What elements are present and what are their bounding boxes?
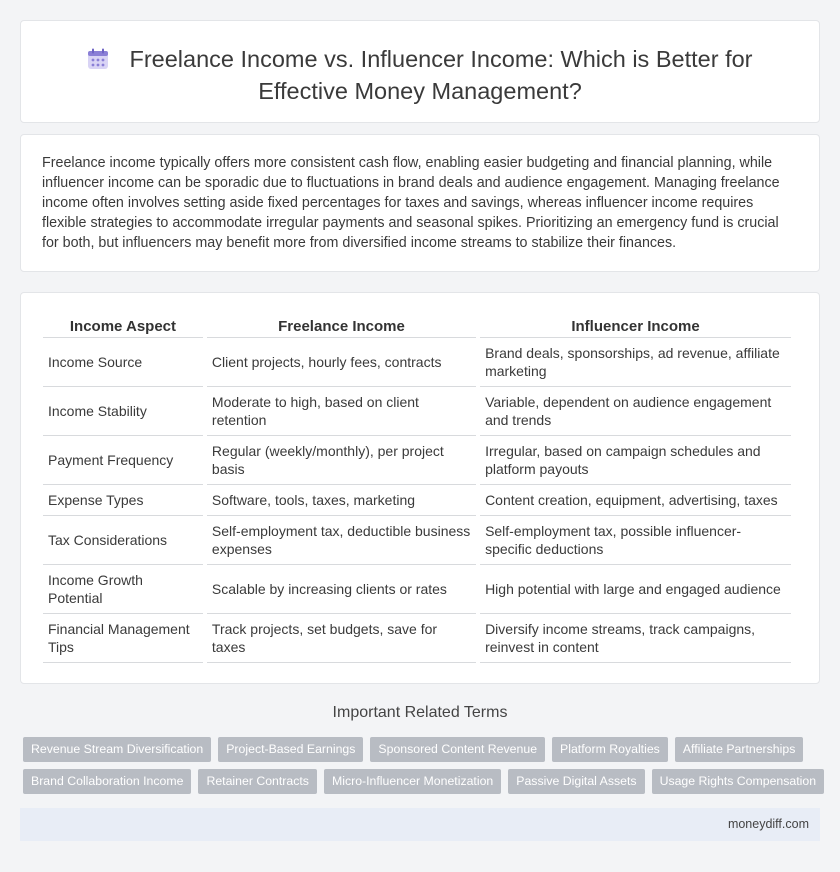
cell-freelance: Scalable by increasing clients or rates — [207, 565, 476, 614]
cell-freelance: Client projects, hourly fees, contracts — [207, 338, 476, 387]
cell-freelance: Moderate to high, based on client retention — [207, 387, 476, 436]
tag-revenue-stream-diversification[interactable]: Revenue Stream Diversification — [23, 737, 211, 762]
related-tags-row-2 — [23, 769, 823, 794]
cell-freelance: Software, tools, taxes, marketing — [207, 485, 476, 516]
cell-aspect: Income Stability — [43, 387, 203, 436]
intro-text: Freelance income typically offers more consistent cash flow, enabling easier budgeting and financial planning, while influencer income can be sporadic due to fluctuations in brand deals and audience engagement. Managing freelance income often involves setting aside fixed percentages for taxes and savings, whereas influencer income requires flexible strategies to accommodate irregular payments and seasonal spikes. Prioritizing an emergency fund is crucial for both, but influencers may benefit more from diversified income streams to stabilize their finances. — [42, 155, 780, 251]
table-row — [43, 516, 791, 565]
tag-usage-rights-compensation[interactable]: Usage Rights Compensation — [652, 769, 825, 794]
cell-aspect: Payment Frequency — [43, 436, 203, 485]
cell-influencer: High potential with large and engaged audience — [480, 565, 791, 614]
tag-micro-influencer-monetization[interactable]: Micro-Influencer Monetization — [324, 769, 501, 794]
tag-affiliate-partnerships[interactable]: Affiliate Partnerships — [675, 737, 804, 762]
related-terms-title: Important Related Terms — [332, 704, 508, 721]
footer-site-link[interactable]: moneydiff.com — [727, 817, 809, 831]
cell-aspect: Income Growth Potential — [43, 565, 203, 614]
header-card — [20, 20, 820, 123]
cell-freelance: Track projects, set budgets, save for taxes — [207, 614, 476, 663]
tag-retainer-contracts[interactable]: Retainer Contracts — [198, 769, 317, 794]
cell-influencer: Diversify income streams, track campaigns, reinvest in content — [480, 614, 791, 663]
tag-passive-digital-assets[interactable]: Passive Digital Assets — [508, 769, 644, 794]
table-row — [43, 485, 791, 516]
title-line-2: Effective Money Management? — [258, 78, 582, 104]
table-row — [43, 338, 791, 387]
page-title — [21, 43, 819, 107]
comparison-card — [20, 292, 820, 684]
cell-influencer: Content creation, equipment, advertising, taxes — [480, 485, 791, 516]
header-influencer-income: Influencer Income — [480, 311, 791, 338]
cell-aspect: Income Source — [43, 338, 203, 387]
intro-card — [20, 134, 820, 272]
calendar-icon — [87, 48, 109, 70]
tag-platform-royalties[interactable]: Platform Royalties — [552, 737, 668, 762]
table-row — [43, 614, 791, 663]
tag-sponsored-content-revenue[interactable]: Sponsored Content Revenue — [370, 737, 545, 762]
cell-aspect: Expense Types — [43, 485, 203, 516]
cell-freelance: Self-employment tax, deductible business expenses — [207, 516, 476, 565]
title-line-1: Freelance Income vs. Influencer Income: Which is Better for — [129, 46, 753, 72]
cell-influencer: Variable, dependent on audience engagement and trends — [480, 387, 791, 436]
cell-aspect: Financial Management Tips — [43, 614, 203, 663]
cell-influencer: Self-employment tax, possible influencer-specific deductions — [480, 516, 791, 565]
footer — [20, 808, 820, 841]
table-header-row — [43, 311, 791, 338]
cell-influencer: Brand deals, sponsorships, ad revenue, affiliate marketing — [480, 338, 791, 387]
cell-aspect: Tax Considerations — [43, 516, 203, 565]
tag-brand-collaboration-income[interactable]: Brand Collaboration Income — [23, 769, 191, 794]
table-row — [43, 436, 791, 485]
cell-influencer: Irregular, based on campaign schedules and platform payouts — [480, 436, 791, 485]
comparison-table — [39, 311, 795, 663]
header-freelance-income: Freelance Income — [207, 311, 476, 338]
header-income-aspect: Income Aspect — [43, 311, 203, 338]
table-row — [43, 387, 791, 436]
related-tags-row-1 — [23, 737, 823, 762]
tag-project-based-earnings[interactable]: Project-Based Earnings — [218, 737, 363, 762]
table-row — [43, 565, 791, 614]
cell-freelance: Regular (weekly/monthly), per project basis — [207, 436, 476, 485]
